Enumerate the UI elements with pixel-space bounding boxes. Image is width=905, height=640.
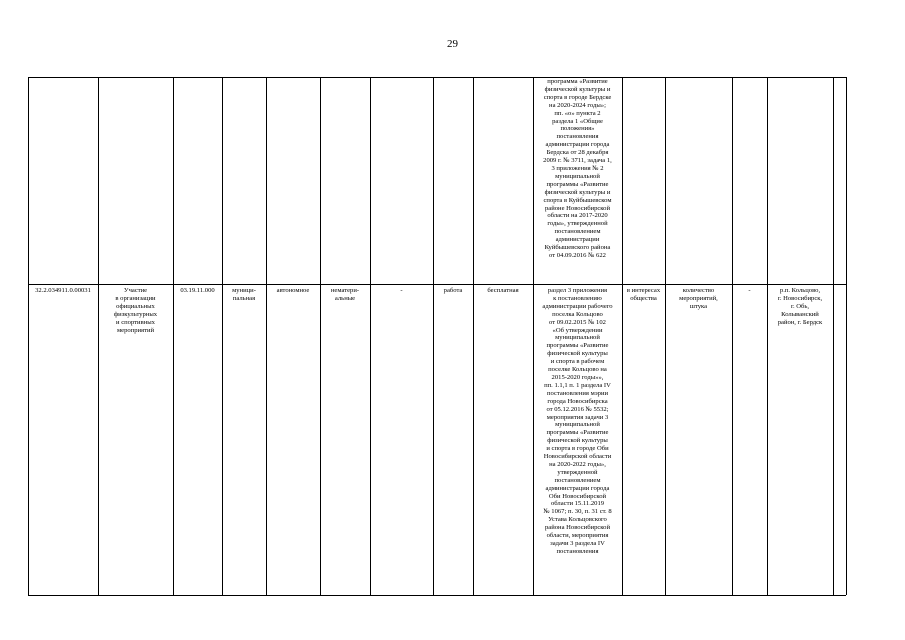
cell-indicator: количество мероприятий, штука (679, 287, 718, 310)
column-border (222, 77, 223, 595)
row-separator (28, 284, 846, 285)
column-border (665, 77, 666, 595)
column-border (98, 77, 99, 595)
cell-interests: в интересах общества (626, 287, 661, 302)
page-number: 29 (447, 38, 458, 50)
cell-code: 32.2.034911.0.00031 (35, 287, 91, 294)
column-border (833, 77, 834, 595)
column-border (370, 77, 371, 595)
cell-autonomous: автономное (276, 287, 310, 294)
cell-territory: р.п. Кольцово, г. Новосибирск, г. Обь, Колыванский район, г. Бердск (777, 287, 823, 326)
column-border (266, 77, 267, 595)
cell-name: Участие в организации официальных физкультурных и спортивных мероприятий (113, 287, 158, 334)
column-border (732, 77, 733, 595)
cell-dash: - (400, 287, 403, 294)
column-border (473, 77, 474, 595)
cell-work: работа (443, 287, 463, 294)
cell-free: бесплатная (487, 287, 519, 294)
cell-municipal: муници- пальная (232, 287, 256, 302)
table-bottom-border (28, 595, 846, 596)
column-border (28, 77, 29, 595)
cell-nonmaterial: нематери- альные (330, 287, 360, 302)
column-border (767, 77, 768, 595)
cell-dash: - (748, 287, 751, 294)
column-border (846, 77, 847, 595)
column-border (320, 77, 321, 595)
column-border (622, 77, 623, 595)
cell-okved: 03.19.11.000 (180, 287, 215, 294)
column-border (433, 77, 434, 595)
column-border (173, 77, 174, 595)
cell-document-basis: раздел 3 приложения к постановлению администрации рабочего поселка Кольцово от 09.02.2015 № 102 «Об утверждении муниципальной программы «Развитие физической культуры и спорта в рабочем поселке Кольцово на 2015-2020 годы»», пп. 1.1,1 п. 1 раздела IV постановления мэрии города Новосибирска от 05.12.2016 № 5532; мероприятия задачи 3 муниципальной программы «Развитие физической культуры и спорта в городе Оби Новосибирской области на 2020-2022 годы», утвержденной постановлением администрации города Оби Новосибирской области 15.11.2019 № 1067; п. 30, п. 31 ст. 8 Устава Кольцовского района Новосибирской области, мероприятия задачи 3 раздела IV постановления (542, 287, 613, 555)
table-top-border (28, 77, 846, 78)
continued-document-basis: программа «Развитие физической культуры и спорта в городе Бердске на 2020-2024 годы»; пп. «о» пункта 2 раздела 1 «Общие положения» постановления администрации города Бердска от 28 декабря 2009 г. № 3711, задача 1, 3 приложения № 2 муниципальной программы «Развитие физической культуры и спорта в Куйбышевском районе Новосибирской области на 2017-2020 годы», утвержденной постановлением администрации Куйбышевского района от 04.09.2016 № 622 (543, 78, 612, 259)
